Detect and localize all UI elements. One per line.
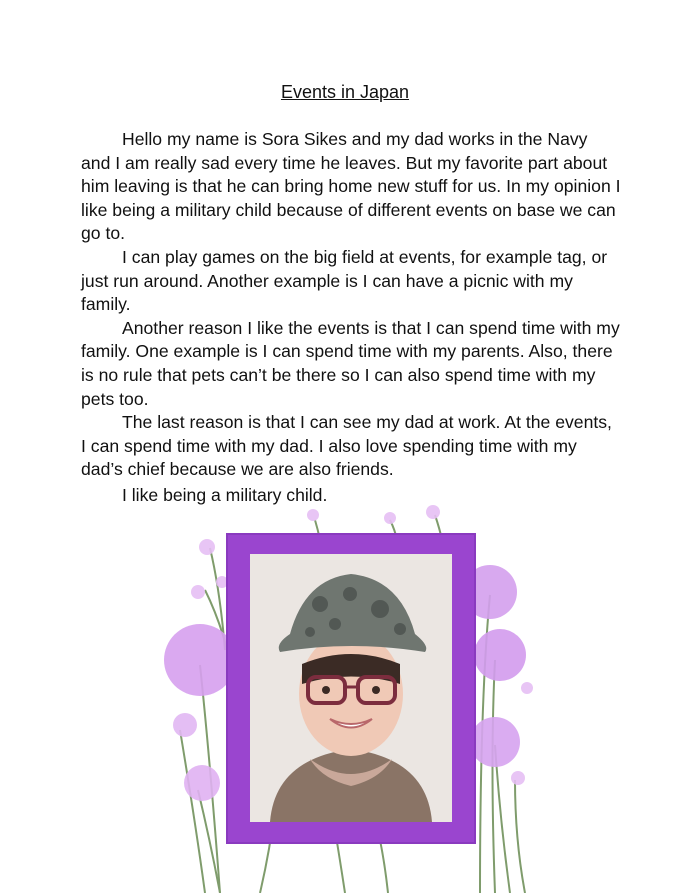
dandelion-bud	[511, 771, 525, 785]
essay-body	[81, 128, 621, 508]
paragraph-dad: The last reason is that I can see my dad at work. At the events, I can spend time with my dad. I also love spending time with my dad’s chief because we are also friends.	[81, 412, 612, 480]
face	[299, 632, 403, 756]
dandelion-bud	[307, 509, 319, 521]
paragraph-games: I can play games on the big field at events, for example tag, or just run around. Another example is I can have a picnic with my family.	[81, 246, 608, 315]
dandelion-flower	[474, 629, 526, 681]
dandelion-bud	[521, 682, 533, 694]
dandelion-flower	[173, 713, 197, 737]
dandelion-bud	[191, 585, 205, 599]
dandelion-bud	[384, 512, 396, 524]
paragraph-intro: Hello my name is Sora Sikes and my dad works in the Navy and I am really sad every time he leaves. But my favorite part about him leaving is that he can bring home new stuff for us. In my opinion I like being a military child because of different events on base we can go to.	[81, 129, 621, 244]
paragraph-closing: I like being a military child.	[122, 484, 328, 505]
dandelion-bud	[426, 505, 440, 519]
child-photo	[250, 554, 452, 822]
page-title: Events in Japan	[280, 82, 410, 102]
paragraph-family: Another reason I like the events is that I can spend time with my family. One example is I can spend time with my parents. Also, there is no rule that pets can’t be there so I can also spend time with my pets too.	[81, 317, 620, 409]
dandelion-flower	[184, 765, 220, 801]
dandelion-flower	[470, 717, 520, 767]
dandelion-bud	[199, 539, 215, 555]
